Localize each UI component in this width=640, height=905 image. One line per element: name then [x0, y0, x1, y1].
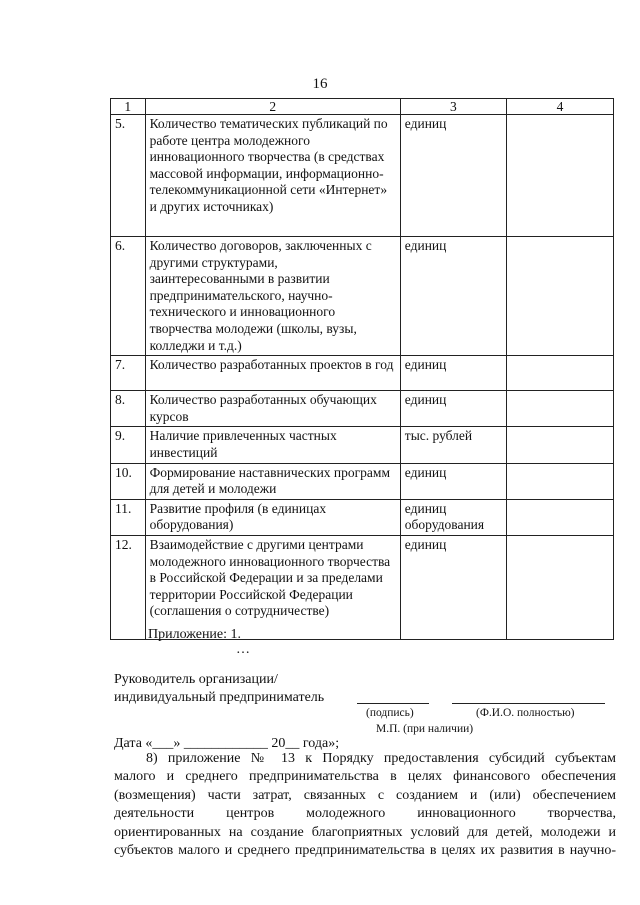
unit-cell: единиц [400, 463, 506, 499]
row-number: 12. [111, 535, 146, 639]
unit-cell: единиц [400, 115, 506, 237]
attachment-label: Приложение: 1. [148, 627, 242, 642]
paragraph-line: деятельности центров молодежного инновационного творчества, [114, 806, 616, 822]
indicator-name: Количество разработанных обучающих курсов [145, 391, 400, 427]
unit-cell: единиц [400, 237, 506, 356]
indicator-name: Количество разработанных проектов в год [145, 356, 400, 391]
unit-cell: единиц [400, 356, 506, 391]
fio-line [452, 703, 605, 704]
page-number: 16 [312, 76, 328, 92]
row-number: 7. [111, 356, 146, 391]
value-cell [506, 391, 613, 427]
table-row [111, 499, 614, 535]
ellipsis: … [236, 642, 250, 657]
indicator-name: Взаимодействие с другими центрами молодежного инновационного творчества в Российской Федерации и за пределами территории Российской Федерации (соглашения о сотрудничестве) [145, 535, 400, 639]
signer-role-line1: Руководитель организации/ [114, 672, 278, 687]
table-row [111, 463, 614, 499]
stamp-caption: М.П. (при наличии) [376, 723, 474, 735]
paragraph-line: 8) приложение № 13 к Порядку предоставления субсидий субъектам [146, 751, 616, 766]
table-row [111, 391, 614, 427]
indicators-table [110, 98, 614, 640]
header-cell: 4 [506, 99, 613, 115]
row-number: 10. [111, 463, 146, 499]
value-cell [506, 535, 613, 639]
table-row [111, 356, 614, 391]
table-header-row [111, 99, 614, 115]
signer-role-line2: индивидуальный предприниматель [114, 690, 325, 705]
paragraph-line: (возмещения) части затрат, связанных с созданием и (или) обеспечением [114, 787, 616, 803]
table-row [111, 237, 614, 356]
amendment-paragraph [114, 750, 616, 860]
indicator-name: Формирование наставнических программ для детей и молодежи [145, 463, 400, 499]
unit-cell: единиц [400, 391, 506, 427]
header-cell: 3 [400, 99, 506, 115]
row-number: 9. [111, 427, 146, 463]
table-row [111, 535, 614, 639]
unit-cell: единиц оборудования [400, 499, 506, 535]
value-cell [506, 356, 613, 391]
fio-caption: (Ф.И.О. полностью) [476, 707, 575, 719]
paragraph-line: ориентированных на создание благоприятных условий для детей, молодежи и [114, 824, 616, 840]
indicator-name: Развитие профиля (в единицах оборудования) [145, 499, 400, 535]
row-number: 5. [111, 115, 146, 237]
header-cell: 2 [145, 99, 400, 115]
table-row [111, 427, 614, 463]
signature-line [357, 703, 429, 704]
date-line: Дата «___» ____________ 20__ года»; [114, 736, 340, 751]
paragraph-line: субъектов малого и среднего предпринимательства в целях их развития в научно- [114, 843, 616, 859]
paragraph-line: малого и среднего предпринимательства в целях финансового обеспечения [114, 769, 616, 785]
row-number: 8. [111, 391, 146, 427]
unit-cell: тыс. рублей [400, 427, 506, 463]
indicator-name: Наличие привлеченных частных инвестиций [145, 427, 400, 463]
indicator-name: Количество тематических публикаций по работе центра молодежного инновационного творчества (в средствах массовой информации, информационно-телекоммуникационной сети «Интернет» и других источниках) [145, 115, 400, 237]
row-number: 6. [111, 237, 146, 356]
signature-caption: (подпись) [366, 707, 414, 719]
header-cell: 1 [111, 99, 146, 115]
indicator-name: Количество договоров, заключенных с другими структурами, заинтересованными в развитии предпринимательского, научно-технического и инновационного творчества молодежи (школы, вузы, колледжи и т.д.) [145, 237, 400, 356]
value-cell [506, 499, 613, 535]
row-number: 11. [111, 499, 146, 535]
unit-cell: единиц [400, 535, 506, 639]
value-cell [506, 427, 613, 463]
value-cell [506, 463, 613, 499]
value-cell [506, 237, 613, 356]
value-cell [506, 115, 613, 237]
table-row [111, 115, 614, 237]
